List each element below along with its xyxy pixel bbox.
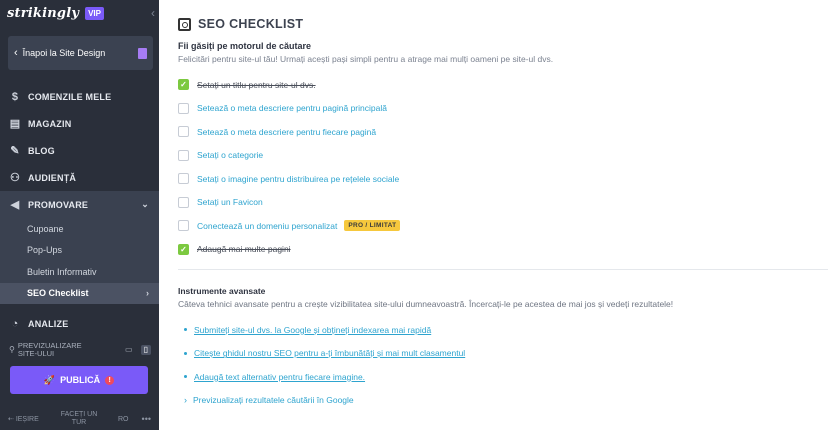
preview-search-results-link[interactable]: Previzualizați rezultatele căutării în Google — [193, 395, 354, 406]
rocket-icon: 🚀 — [43, 374, 56, 385]
exit-label: IEȘIRE — [15, 416, 39, 423]
checklist-link[interactable]: Setează o meta descriere pentru pagină principală — [197, 103, 387, 114]
checklist-link[interactable]: Setați un Favicon — [197, 197, 263, 208]
chevron-right-icon: › — [184, 395, 187, 406]
back-label: Înapoi la Site Design — [22, 48, 106, 58]
sidebar-item-label: PROMOVARE — [28, 199, 89, 210]
checkbox[interactable] — [178, 173, 189, 184]
sidebar-item-promotion[interactable] — [0, 191, 159, 218]
sidebar — [0, 0, 159, 430]
section-heading: Fii găsiți pe motorul de căutare — [178, 41, 312, 51]
checklist-label: Setați un titlu pentru site-ul dvs. — [197, 79, 316, 90]
sub-item-label: Cupoane — [27, 223, 64, 234]
mobile-icon[interactable]: ▯ — [141, 345, 151, 355]
pro-limited-badge: PRO / LIMITAT — [344, 220, 400, 231]
sidebar-item-label: BLOG — [28, 145, 55, 156]
sub-item-popups[interactable] — [0, 240, 159, 262]
sidebar-item-blog[interactable] — [0, 137, 159, 164]
bullet — [184, 352, 187, 355]
publish-button[interactable] — [10, 366, 148, 394]
checkbox-checked[interactable]: ✓ — [178, 79, 189, 90]
checklist-item[interactable] — [178, 120, 828, 144]
more-icon[interactable]: ••• — [141, 414, 151, 424]
site-preview-row[interactable] — [0, 337, 159, 363]
advanced-link-item — [178, 318, 828, 342]
sidebar-item-label: ANALIZE — [28, 318, 69, 329]
checkbox-checked[interactable]: ✓ — [178, 244, 189, 255]
checklist-item[interactable] — [178, 97, 828, 121]
promotion-submenu — [0, 218, 159, 304]
sub-item-label: Buletin Informativ — [27, 266, 97, 277]
advanced-links — [178, 318, 828, 412]
sidebar-item-orders[interactable] — [0, 83, 159, 110]
search-icon: ⚲ — [9, 345, 15, 354]
pen-icon: ✎ — [10, 145, 20, 157]
sidebar-nav — [0, 83, 159, 337]
sub-item-seo-checklist[interactable] — [0, 283, 159, 305]
advanced-link-item — [178, 342, 828, 366]
dollar-icon: $ — [11, 90, 19, 103]
store-icon: ▤ — [9, 118, 21, 130]
checkbox[interactable] — [178, 126, 189, 137]
checklist-item[interactable] — [178, 238, 828, 262]
people-icon: ⚇ — [9, 172, 21, 184]
checklist-link[interactable]: Setați o categorie — [197, 150, 264, 161]
bullet — [184, 328, 187, 331]
logo: strikingly — [7, 5, 80, 21]
sub-item-newsletter[interactable] — [0, 261, 159, 283]
chart-icon: ◔ — [11, 317, 19, 330]
checkbox[interactable] — [178, 220, 189, 231]
desktop-icon[interactable]: ▭ — [125, 345, 133, 354]
publish-label: PUBLICĂ — [60, 375, 101, 385]
seo-search-icon — [178, 18, 191, 31]
checkbox[interactable] — [178, 103, 189, 114]
alt-text-link[interactable]: Adaugă text alternativ pentru fiecare imagine. — [194, 371, 366, 382]
sub-item-label: SEO Checklist — [27, 288, 89, 299]
advanced-link-item — [178, 365, 828, 389]
checklist-item[interactable] — [178, 73, 828, 97]
vip-badge: VIP — [85, 7, 104, 20]
chevron-left-icon: ‹ — [14, 47, 18, 59]
checklist-item[interactable] — [178, 191, 828, 215]
collapse-sidebar-icon[interactable]: ‹ — [151, 6, 155, 20]
preview-label: PREVIZUALIZARE SITE-ULUI — [17, 341, 82, 358]
sidebar-item-analytics[interactable] — [0, 310, 159, 337]
divider — [178, 269, 828, 270]
sidebar-item-label: COMENZILE MELE — [28, 91, 112, 102]
submit-to-google-link[interactable]: Submiteți site-ul dvs. la Google și obțineți indexarea mai rapidă — [194, 324, 432, 335]
page-title: SEO CHECKLIST — [198, 17, 304, 31]
bullet — [184, 375, 187, 378]
chevron-right-icon: › — [146, 288, 149, 299]
main-panel — [159, 0, 828, 430]
checklist-item[interactable] — [178, 214, 828, 238]
sidebar-footer — [0, 408, 159, 430]
preview-search-item[interactable] — [178, 389, 828, 413]
title-row — [178, 17, 828, 31]
brand — [0, 0, 159, 26]
tour-button[interactable]: FACEȚI UN TUR — [60, 411, 98, 426]
checklist-item[interactable] — [178, 167, 828, 191]
checklist-item[interactable] — [178, 144, 828, 168]
checklist-label: Adaugă mai multe pagini — [197, 244, 291, 255]
checklist-link[interactable]: Setați o imagine pentru distribuirea pe rețelele sociale — [197, 173, 400, 184]
sidebar-item-label: AUDIENȚĂ — [28, 172, 77, 183]
sidebar-item-audience[interactable] — [0, 164, 159, 191]
megaphone-icon: ◀ — [10, 199, 20, 211]
seo-guide-link[interactable]: Citește ghidul nostru SEO pentru a-ți îmbunătăți și mai mult clasamentul — [194, 348, 466, 359]
sub-item-label: Pop-Ups — [27, 245, 63, 256]
chevron-down-icon: ⌄ — [141, 199, 149, 209]
language-button[interactable]: RO — [118, 415, 129, 423]
checkbox[interactable] — [178, 150, 189, 161]
advanced-heading: Instrumente avansate — [178, 286, 266, 296]
page-icon — [138, 48, 147, 59]
sidebar-item-label: MAGAZIN — [28, 118, 72, 129]
back-to-design-button[interactable] — [8, 36, 153, 70]
seo-checklist — [178, 73, 828, 261]
sub-item-coupons[interactable] — [0, 218, 159, 240]
sidebar-item-store[interactable] — [0, 110, 159, 137]
advanced-description: Câteva tehnici avansate pentru a crește vizibilitatea site-ului dumneavoastră. Încercați-le pe acestea de mai jos și vedeți rezultatele! — [178, 299, 674, 309]
warning-icon: ! — [105, 376, 114, 385]
checklist-link[interactable]: Setează o meta descriere pentru fiecare pagină — [197, 126, 377, 137]
checkbox[interactable] — [178, 197, 189, 208]
device-toggle — [125, 345, 151, 355]
section-description: Felicitări pentru site-ul tău! Urmați acești pași simpli pentru a atrage mai mulți oameni pe site-ul dvs. — [178, 54, 554, 64]
checklist-link[interactable]: Conectează un domeniu personalizat — [197, 220, 338, 231]
exit-button[interactable]: ⇠ IEȘIRE — [8, 416, 39, 423]
